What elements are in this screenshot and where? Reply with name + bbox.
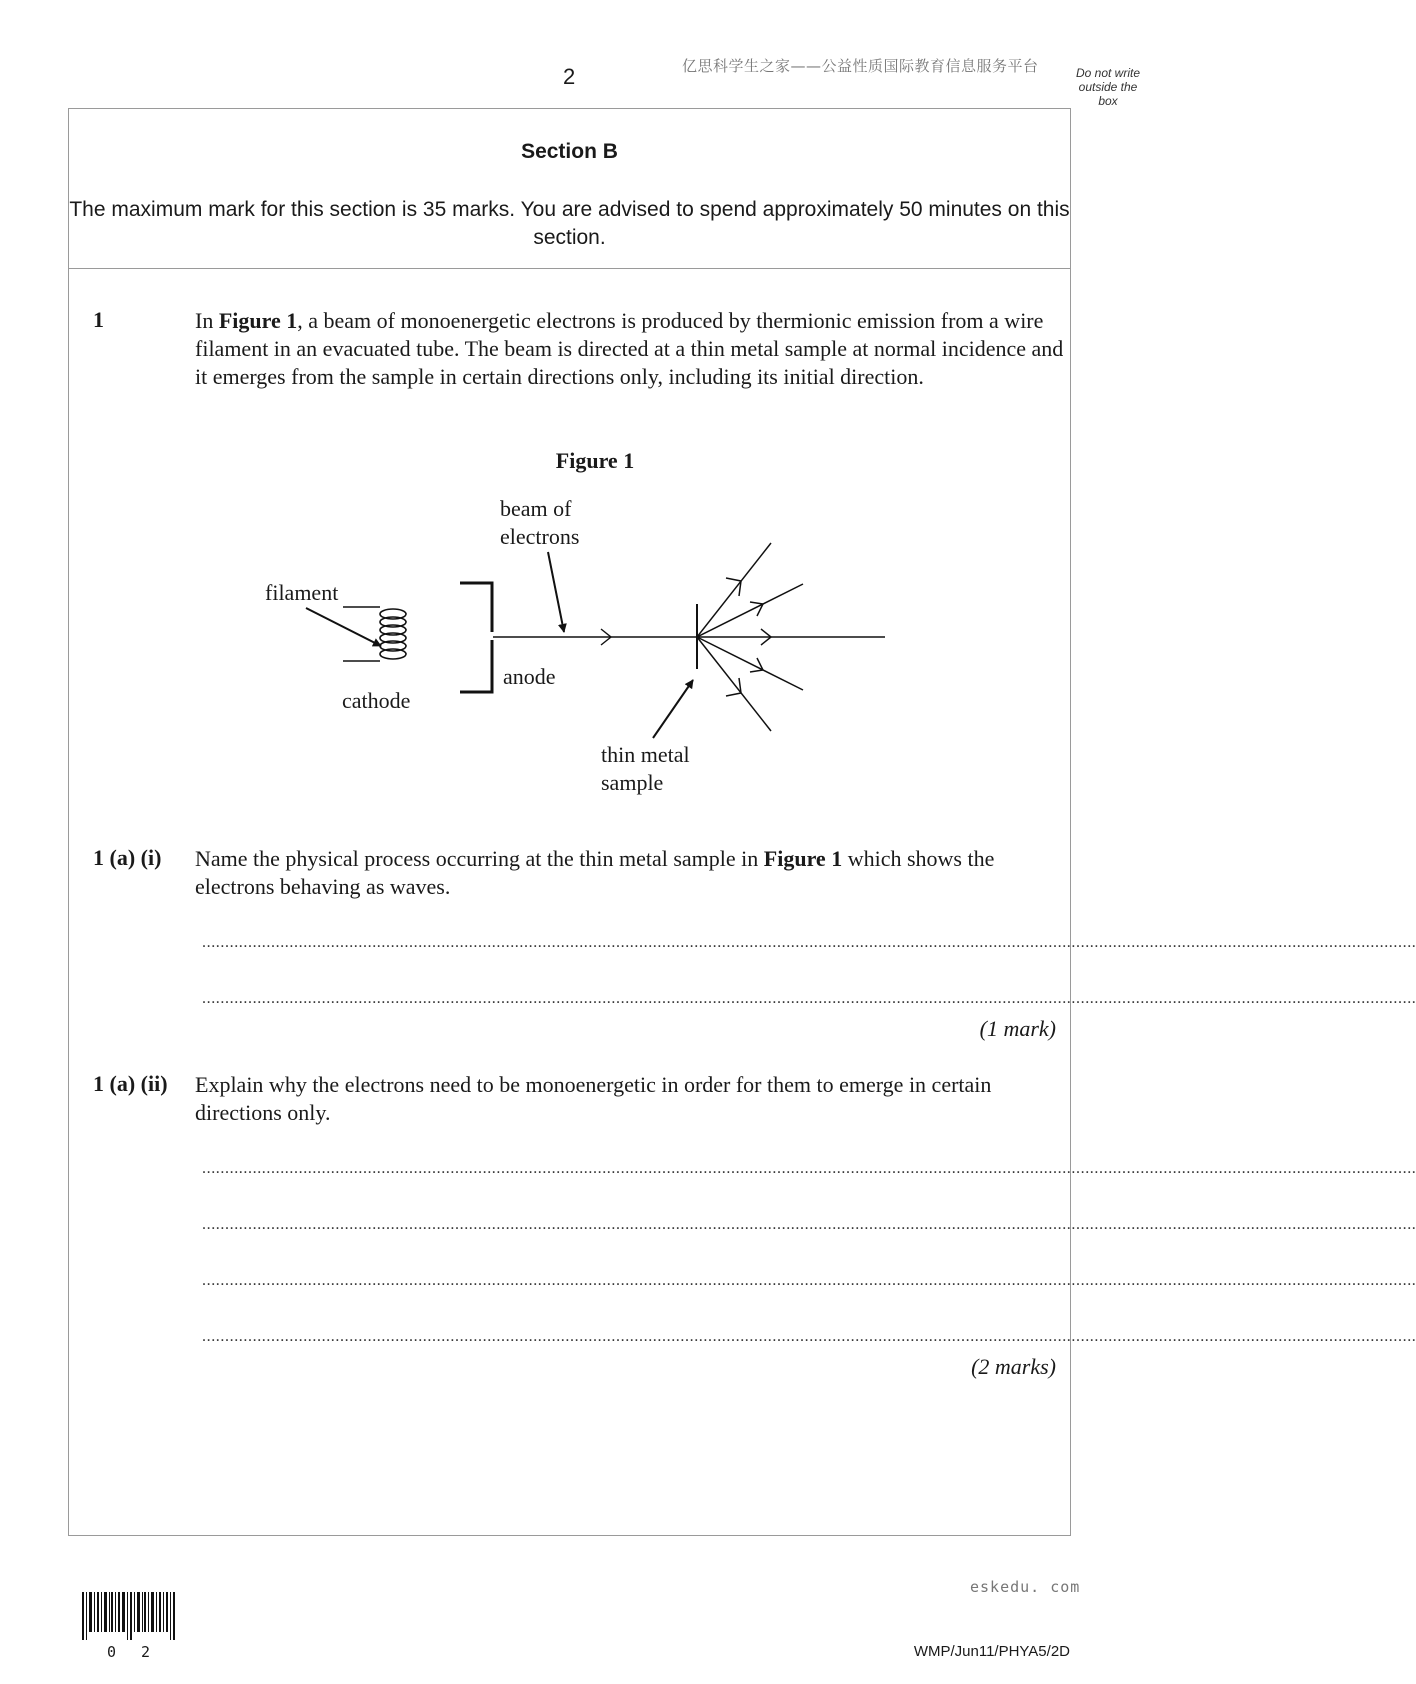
beam-arrow <box>548 552 564 632</box>
marks-label: (1 mark) <box>979 1016 1056 1041</box>
part-a-i-text: Name the physical process occurring at the thin metal sample in Figure 1 which shows the electrons behaving as waves. <box>195 846 995 899</box>
anode <box>460 583 492 692</box>
figure-1-diagram <box>0 0 1190 820</box>
answer-line[interactable]: ........................................................................................................................................................................................................................................................................ <box>202 1160 1416 1177</box>
answer-line[interactable]: ........................................................................................................................................................................................................................................................................ <box>202 1272 1416 1289</box>
section-title: Section B <box>521 140 618 163</box>
marks-label: (2 marks) <box>971 1354 1056 1379</box>
question-text: In Figure 1, a beam of monoenergetic electrons is produced by thermionic emission from a wire filament in an evacuated tube. The beam is directed at a thin metal sample at normal incidence and it emerges from the sample in certain directions only, including its initial direction. <box>195 308 1064 389</box>
page-number: 2 <box>563 64 576 89</box>
anode-label: anode <box>503 664 556 689</box>
question-number: 1 <box>93 307 104 332</box>
sample-label-line1: thin metal <box>601 742 690 767</box>
answer-line[interactable]: ........................................................................................................................................................................................................................................................................ <box>202 1216 1416 1233</box>
answer-line[interactable]: ........................................................................................................................................................................................................................................................................ <box>202 934 1416 951</box>
beam-label-line1: beam of <box>500 496 572 521</box>
margin-note: Do not write outside the box <box>1075 66 1141 108</box>
answer-line[interactable]: ........................................................................................................................................................................................................................................................................ <box>202 990 1416 1007</box>
filament-label: filament <box>265 580 339 605</box>
cathode-label: cathode <box>342 688 411 713</box>
exam-reference: WMP/Jun11/PHYA5/2D <box>913 1643 1070 1660</box>
filament-arrow <box>306 608 381 646</box>
part-a-ii-text: Explain why the electrons need to be monoenergetic in order for them to emerge in certain directions only. <box>195 1072 992 1125</box>
filament-coil <box>343 607 406 661</box>
sample-arrow <box>653 680 693 738</box>
watermark-text: 亿思科学生之家——公益性质国际教育信息服务平台 <box>682 57 1039 75</box>
figure-title: Figure 1 <box>555 448 635 473</box>
part-a-ii-number: 1 (a) (ii) <box>93 1071 168 1096</box>
part-a-i-number: 1 (a) (i) <box>93 845 162 870</box>
barcode <box>82 1592 178 1640</box>
answer-line[interactable]: ........................................................................................................................................................................................................................................................................ <box>202 1328 1416 1345</box>
diffracted-beams <box>697 543 885 731</box>
section-intro: The maximum mark for this section is 35 marks. You are advised to spend approximately 50 minutes on this section. <box>69 198 1070 249</box>
sample-label-line2: sample <box>601 770 664 795</box>
beam-label-line2: electrons <box>500 524 580 549</box>
barcode-number: 0 2 <box>107 1643 159 1661</box>
site-watermark: eskedu. com <box>970 1578 1081 1596</box>
